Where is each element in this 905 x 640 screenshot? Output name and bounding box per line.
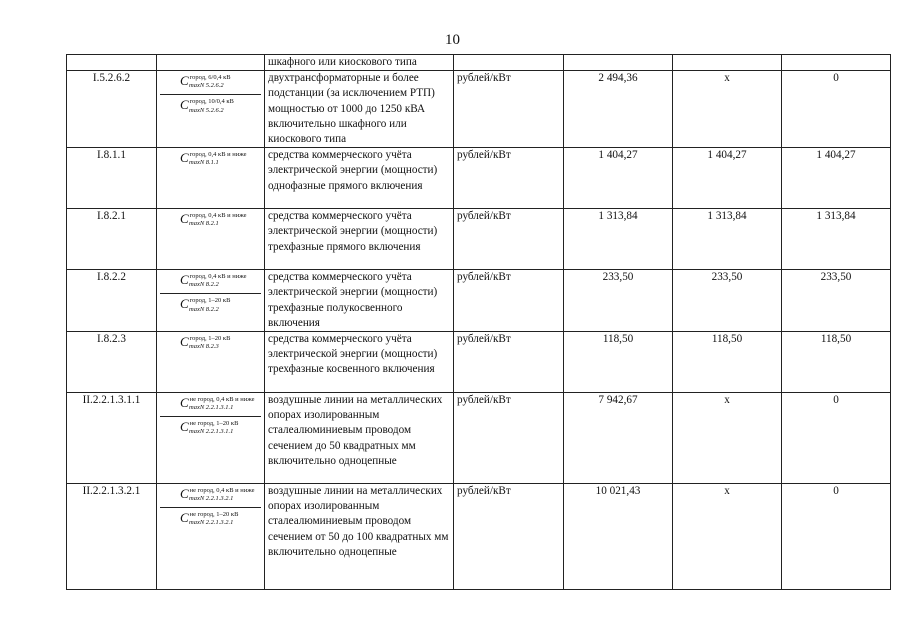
rate-symbol <box>160 507 261 531</box>
rate-symbol-stack <box>160 270 261 317</box>
row-code: II.2.2.1.3.1.1 <box>67 393 157 484</box>
carry-over-v1 <box>564 55 673 71</box>
row-value-1: 7 942,67 <box>564 393 673 484</box>
rate-symbol-subscript: maxN 8.2.2 <box>189 305 219 313</box>
rate-symbol-stack <box>160 393 261 440</box>
row-description: средства коммерческого учёта электрической энергии (мощности) трехфазные прямого включения <box>265 209 454 270</box>
row-description: двухтрансформаторные и более подстанции (за исключением РТП) мощностью от 1000 до 1250 кВА включительно шкафного или киоскового типа <box>265 71 454 148</box>
row-unit: рублей/кВт <box>454 148 564 209</box>
rate-symbol <box>160 416 261 440</box>
rate-symbol-stack <box>160 209 261 232</box>
rate-symbol-cell <box>157 209 265 270</box>
tariff-table <box>66 54 891 590</box>
rate-symbol-letter: C <box>180 97 189 113</box>
row-value-3: 1 404,27 <box>782 148 891 209</box>
rate-symbol-superscript: не город, 0,4 кВ и ниже <box>189 396 255 404</box>
rate-symbol-superscript: город, 0,4 кВ и ниже <box>189 212 247 220</box>
row-value-2: 233,50 <box>673 270 782 332</box>
rate-symbol <box>160 270 261 293</box>
rate-symbol-letter: C <box>180 486 189 502</box>
carry-over-v2 <box>673 55 782 71</box>
rate-symbol-superscript: город, 10/0,4 кВ <box>189 98 234 106</box>
row-value-1: 2 494,36 <box>564 71 673 148</box>
row-value-3: 118,50 <box>782 332 891 393</box>
row-description: воздушные линии на металлических опорах изолированным сталеалюминиевым проводом сечением от 50 до 100 квадратных мм включительно одноцепные <box>265 484 454 590</box>
row-value-2: х <box>673 393 782 484</box>
rate-symbol-superscript: не город, 1–20 кВ <box>189 420 239 428</box>
row-value-1: 233,50 <box>564 270 673 332</box>
rate-symbol-cell <box>157 71 265 148</box>
rate-symbol-letter: C <box>180 211 189 227</box>
rate-symbol-subscript: maxN 2.2.1.3.1.1 <box>189 428 234 436</box>
rate-symbol-subscript: maxN 8.2.3 <box>189 343 219 351</box>
row-unit: рублей/кВт <box>454 209 564 270</box>
row-code: II.2.2.1.3.2.1 <box>67 484 157 590</box>
rate-symbol-letter: C <box>180 150 189 166</box>
carry-over-code <box>67 55 157 71</box>
row-unit: рублей/кВт <box>454 484 564 590</box>
carry-over-description: шкафного или киоскового типа <box>265 55 454 71</box>
table-row <box>67 209 891 270</box>
rate-symbol-letter: C <box>180 419 189 435</box>
rate-symbol <box>160 148 261 171</box>
rate-symbol-cell <box>157 148 265 209</box>
table-row <box>67 270 891 332</box>
row-code: I.5.2.6.2 <box>67 71 157 148</box>
rate-symbol-letter: C <box>180 510 189 526</box>
table-row <box>67 71 891 148</box>
rate-symbol-stack <box>160 484 261 531</box>
carry-over-unit <box>454 55 564 71</box>
row-value-3: 1 313,84 <box>782 209 891 270</box>
rate-symbol-subscript: maxN 2.2.1.3.2.1 <box>189 519 234 527</box>
row-code: I.8.2.2 <box>67 270 157 332</box>
row-value-1: 1 313,84 <box>564 209 673 270</box>
row-value-3: 0 <box>782 484 891 590</box>
row-unit: рублей/кВт <box>454 393 564 484</box>
row-value-2: х <box>673 484 782 590</box>
row-value-1: 10 021,43 <box>564 484 673 590</box>
rate-symbol-stack <box>160 148 261 171</box>
row-value-2: 118,50 <box>673 332 782 393</box>
row-value-3: 233,50 <box>782 270 891 332</box>
row-value-2: 1 313,84 <box>673 209 782 270</box>
rate-symbol <box>160 209 261 232</box>
rate-symbol-subscript: maxN 8.2.1 <box>189 220 219 228</box>
rate-symbol-letter: C <box>180 272 189 288</box>
row-value-3: 0 <box>782 71 891 148</box>
rate-symbol-cell <box>157 332 265 393</box>
rate-symbol-cell <box>157 484 265 590</box>
page-number: 10 <box>445 32 460 48</box>
table-row <box>67 484 891 590</box>
row-description: средства коммерческого учёта электрической энергии (мощности) однофазные прямого включения <box>265 148 454 209</box>
row-value-2: 1 404,27 <box>673 148 782 209</box>
row-value-2: х <box>673 71 782 148</box>
rate-symbol-superscript: город, 0,4 кВ и ниже <box>189 151 247 159</box>
rate-symbol <box>160 484 261 507</box>
row-code: I.8.1.1 <box>67 148 157 209</box>
rate-symbol-letter: C <box>180 73 189 89</box>
rate-symbol-superscript: город, 0,4 кВ и ниже <box>189 273 247 281</box>
carry-over-symbol <box>157 55 265 71</box>
rate-symbol-letter: C <box>180 395 189 411</box>
row-code: I.8.2.3 <box>67 332 157 393</box>
table-row <box>67 332 891 393</box>
row-description: средства коммерческого учёта электрической энергии (мощности) трехфазные полукосвенного включения <box>265 270 454 332</box>
row-value-1: 1 404,27 <box>564 148 673 209</box>
rate-symbol-stack <box>160 71 261 118</box>
row-description: воздушные линии на металлических опорах изолированным сталеалюминиевым проводом сечением до 50 квадратных мм включительно одноцепные <box>265 393 454 484</box>
rate-symbol-subscript: maxN 5.2.6.2 <box>189 82 224 90</box>
rate-symbol <box>160 71 261 94</box>
rate-symbol-stack <box>160 332 261 355</box>
row-code: I.8.2.1 <box>67 209 157 270</box>
table-row <box>67 393 891 484</box>
table-row <box>67 148 891 209</box>
rate-symbol-subscript: maxN 5.2.6.2 <box>189 106 224 114</box>
rate-symbol-superscript: не город, 1–20 кВ <box>189 511 239 519</box>
rate-symbol-cell <box>157 270 265 332</box>
rate-symbol-superscript: город, 6/0,4 кВ <box>189 74 231 82</box>
rate-symbol-subscript: maxN 2.2.1.3.2.1 <box>189 495 234 503</box>
rate-symbol-letter: C <box>180 296 189 312</box>
row-unit: рублей/кВт <box>454 332 564 393</box>
carry-over-v3 <box>782 55 891 71</box>
row-unit: рублей/кВт <box>454 270 564 332</box>
rate-symbol <box>160 332 261 355</box>
rate-symbol <box>160 293 261 317</box>
rate-symbol <box>160 94 261 118</box>
rate-symbol-superscript: город, 1–20 кВ <box>189 297 231 305</box>
rate-symbol <box>160 393 261 416</box>
rate-symbol-cell <box>157 393 265 484</box>
row-value-3: 0 <box>782 393 891 484</box>
rate-symbol-subscript: maxN 8.1.1 <box>189 159 219 167</box>
rate-symbol-superscript: не город, 0,4 кВ и ниже <box>189 487 255 495</box>
rate-symbol-subscript: maxN 2.2.1.3.1.1 <box>189 404 234 412</box>
rate-symbol-subscript: maxN 8.2.2 <box>189 281 219 289</box>
carry-over-row <box>67 55 891 71</box>
row-unit: рублей/кВт <box>454 71 564 148</box>
rate-symbol-letter: C <box>180 334 189 350</box>
row-description: средства коммерческого учёта электрической энергии (мощности) трехфазные косвенного включения <box>265 332 454 393</box>
rate-symbol-superscript: город, 1–20 кВ <box>189 335 231 343</box>
row-value-1: 118,50 <box>564 332 673 393</box>
